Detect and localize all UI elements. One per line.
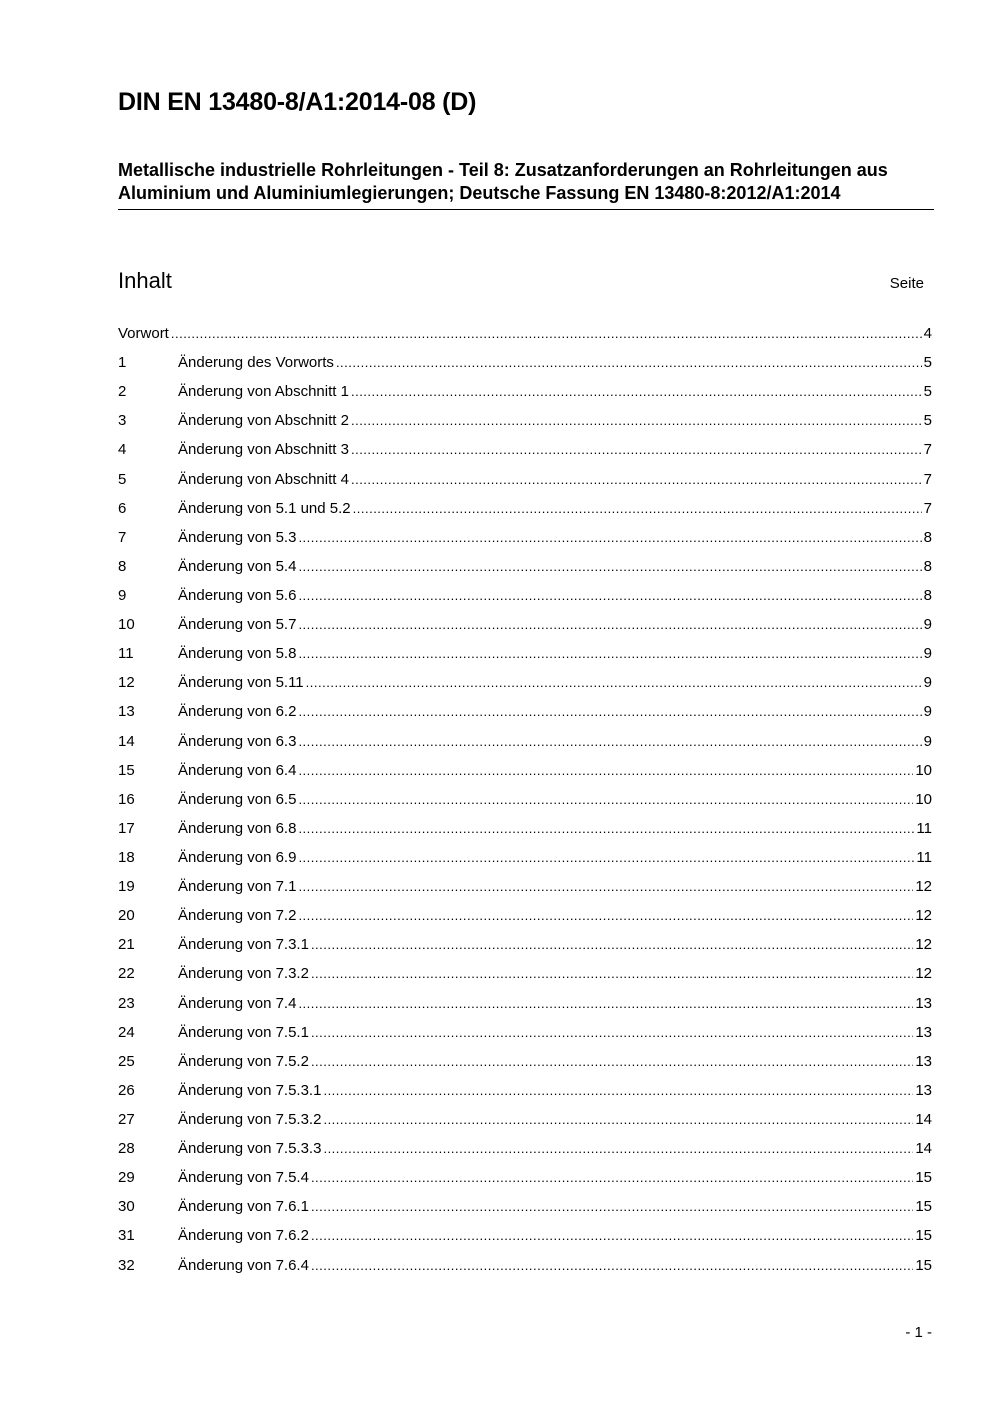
toc-entry-page: 13 bbox=[915, 1023, 932, 1041]
toc-dot-leader bbox=[298, 759, 913, 783]
toc-entry-page: 4 bbox=[923, 325, 932, 342]
toc-dot-leader bbox=[311, 1166, 913, 1190]
document-subtitle: Metallische industrielle Rohrleitungen - Teil 8: Zusatzanforderungen an Rohrleitungen aus Aluminium und Aluminiumlegierungen; Deutsche Fassung EN 13480-8:2012/A1:2014 bbox=[118, 159, 934, 210]
toc-entry-page: 9 bbox=[923, 703, 932, 721]
toc-entry-number: 4 bbox=[118, 441, 127, 459]
toc-dot-leader bbox=[311, 1195, 913, 1219]
toc-dot-leader bbox=[298, 875, 913, 899]
toc-entry-page: 15 bbox=[915, 1256, 932, 1274]
toc-dot-leader bbox=[298, 992, 913, 1016]
toc-dot-leader bbox=[298, 730, 921, 754]
toc-entry-page: 7 bbox=[923, 441, 932, 459]
toc-dot-leader bbox=[323, 1079, 913, 1103]
toc-entry[interactable] bbox=[118, 642, 932, 671]
toc-dot-leader bbox=[306, 671, 922, 695]
toc-entry-title: Änderung von 7.6.2 bbox=[178, 1227, 309, 1245]
toc-entry-page: 9 bbox=[923, 674, 932, 692]
toc-dot-leader bbox=[298, 526, 921, 550]
toc-entry-title: Änderung von 7.6.4 bbox=[178, 1256, 309, 1274]
toc-dot-leader bbox=[298, 555, 921, 579]
toc-entry[interactable] bbox=[118, 1079, 932, 1108]
toc-entry-title: Änderung von 7.2 bbox=[178, 907, 297, 925]
toc-entry-number: 10 bbox=[118, 616, 135, 634]
toc-entry-page: 13 bbox=[915, 994, 932, 1012]
toc-entry[interactable] bbox=[118, 1254, 932, 1283]
toc-entry-title: Änderung von Abschnitt 3 bbox=[178, 441, 349, 459]
toc-entry[interactable] bbox=[118, 409, 932, 438]
toc-entry-title: Änderung von 7.1 bbox=[178, 878, 297, 896]
page-column-label: Seite bbox=[889, 275, 924, 292]
toc-entry-number: 29 bbox=[118, 1169, 135, 1187]
toc-entry[interactable] bbox=[118, 351, 932, 380]
toc-entry-page: 8 bbox=[923, 586, 932, 604]
toc-entry-number: 12 bbox=[118, 674, 135, 692]
toc-entry-page: 13 bbox=[915, 1052, 932, 1070]
toc-entry-page: 15 bbox=[915, 1198, 932, 1216]
toc-entry-number: 9 bbox=[118, 586, 127, 604]
toc-dot-leader bbox=[351, 468, 922, 492]
toc-entry-page: 8 bbox=[923, 557, 932, 575]
toc-entry-page: 7 bbox=[923, 499, 932, 517]
toc-entry[interactable] bbox=[118, 759, 932, 788]
toc-dot-leader bbox=[351, 409, 922, 433]
toc-entry-title: Änderung von 6.5 bbox=[178, 790, 297, 808]
toc-entry[interactable] bbox=[118, 1195, 932, 1224]
toc-dot-leader bbox=[336, 351, 922, 375]
document-id: DIN EN 13480-8/A1:2014-08 (D) bbox=[118, 88, 477, 116]
toc-dot-leader bbox=[298, 904, 913, 928]
toc-entry-page: 10 bbox=[915, 790, 932, 808]
toc-dot-leader bbox=[298, 846, 914, 870]
toc-entry-title: Änderung von 6.3 bbox=[178, 732, 297, 750]
toc-entry-number: 15 bbox=[118, 761, 135, 779]
toc-dot-leader bbox=[323, 1108, 913, 1132]
toc-entry-page: 12 bbox=[915, 878, 932, 896]
toc-entry-title: Änderung von 5.11 bbox=[178, 674, 304, 692]
toc-entry[interactable] bbox=[118, 817, 932, 846]
toc-dot-leader bbox=[323, 1137, 913, 1161]
toc-entry-number: 19 bbox=[118, 878, 135, 896]
toc-entry-number: 25 bbox=[118, 1052, 135, 1070]
toc-entry-number: 27 bbox=[118, 1110, 135, 1128]
toc-entry-number: 18 bbox=[118, 848, 135, 866]
toc-entry-number: 28 bbox=[118, 1140, 135, 1158]
toc-entry-page: 14 bbox=[915, 1110, 932, 1128]
toc-entry-title: Änderung von 7.5.3.3 bbox=[178, 1140, 322, 1158]
toc-entry-number: 26 bbox=[118, 1081, 135, 1099]
toc-entry-number: 31 bbox=[118, 1227, 135, 1245]
toc-entry-title: Änderung von 5.3 bbox=[178, 528, 297, 546]
toc-dot-leader bbox=[298, 613, 921, 637]
toc-entry[interactable] bbox=[118, 700, 932, 729]
toc-entry-title: Änderung von 7.5.2 bbox=[178, 1052, 309, 1070]
toc-entry-number: 14 bbox=[118, 732, 135, 750]
toc-entry[interactable] bbox=[118, 1021, 932, 1050]
toc-entry-title: Änderung von 7.3.2 bbox=[178, 965, 309, 983]
toc-entry-number: 22 bbox=[118, 965, 135, 983]
toc-entry-page: 5 bbox=[923, 354, 932, 372]
page-number: - 1 - bbox=[905, 1324, 932, 1341]
toc-dot-leader bbox=[353, 497, 922, 521]
toc-entry[interactable] bbox=[118, 555, 932, 584]
table-of-contents bbox=[118, 322, 932, 1283]
toc-dot-leader bbox=[298, 642, 921, 666]
toc-entry-title: Änderung von 7.6.1 bbox=[178, 1198, 309, 1216]
toc-entry-title: Änderung von 6.8 bbox=[178, 819, 297, 837]
toc-entry[interactable] bbox=[118, 468, 932, 497]
toc-entry[interactable] bbox=[118, 584, 932, 613]
toc-entry-title: Änderung von 5.7 bbox=[178, 616, 297, 634]
toc-entry-title: Änderung von 5.4 bbox=[178, 557, 297, 575]
toc-entry-number: 8 bbox=[118, 557, 127, 575]
toc-entry[interactable] bbox=[118, 933, 932, 962]
toc-entry-title: Änderung von 6.9 bbox=[178, 848, 297, 866]
toc-entry[interactable] bbox=[118, 671, 932, 700]
toc-entry-number: 17 bbox=[118, 819, 135, 837]
toc-entry-title: Änderung von 7.5.3.2 bbox=[178, 1110, 322, 1128]
toc-entry-title: Vorwort bbox=[118, 325, 169, 342]
toc-entry-page: 11 bbox=[916, 819, 932, 837]
toc-entry-page: 8 bbox=[923, 528, 932, 546]
toc-entry[interactable] bbox=[118, 730, 932, 759]
toc-entry-title: Änderung von 6.4 bbox=[178, 761, 297, 779]
toc-entry[interactable] bbox=[118, 497, 932, 526]
toc-entry[interactable] bbox=[118, 322, 932, 351]
toc-heading: Inhalt bbox=[118, 268, 172, 293]
toc-entry-page: 13 bbox=[915, 1081, 932, 1099]
toc-entry-page: 7 bbox=[923, 470, 932, 488]
toc-entry[interactable] bbox=[118, 380, 932, 409]
toc-entry-number: 23 bbox=[118, 994, 135, 1012]
toc-entry-title: Änderung von 7.3.1 bbox=[178, 936, 309, 954]
toc-entry[interactable] bbox=[118, 1166, 932, 1195]
toc-dot-leader bbox=[311, 1021, 913, 1045]
toc-dot-leader bbox=[351, 438, 922, 462]
toc-entry-number: 1 bbox=[118, 354, 127, 372]
toc-entry-number: 2 bbox=[118, 383, 127, 401]
toc-dot-leader bbox=[171, 322, 922, 346]
toc-dot-leader bbox=[311, 933, 913, 957]
toc-entry-number: 30 bbox=[118, 1198, 135, 1216]
toc-entry-number: 5 bbox=[118, 470, 127, 488]
toc-dot-leader bbox=[311, 1050, 913, 1074]
toc-dot-leader bbox=[298, 788, 913, 812]
toc-entry-page: 9 bbox=[923, 645, 932, 663]
toc-dot-leader bbox=[298, 700, 921, 724]
toc-entry-number: 16 bbox=[118, 790, 135, 808]
toc-entry-page: 11 bbox=[916, 848, 932, 866]
toc-entry-title: Änderung von 5.6 bbox=[178, 586, 297, 604]
toc-entry-page: 14 bbox=[915, 1140, 932, 1158]
toc-entry[interactable] bbox=[118, 992, 932, 1021]
toc-dot-leader bbox=[311, 1254, 913, 1278]
toc-dot-leader bbox=[298, 584, 921, 608]
toc-entry-number: 7 bbox=[118, 528, 127, 546]
toc-entry-number: 24 bbox=[118, 1023, 135, 1041]
toc-dot-leader bbox=[311, 962, 913, 986]
toc-entry-page: 15 bbox=[915, 1169, 932, 1187]
toc-entry[interactable] bbox=[118, 526, 932, 555]
toc-entry[interactable] bbox=[118, 846, 932, 875]
toc-entry[interactable] bbox=[118, 1050, 932, 1079]
toc-entry[interactable] bbox=[118, 1108, 932, 1137]
toc-entry-number: 21 bbox=[118, 936, 135, 954]
toc-entry-page: 10 bbox=[915, 761, 932, 779]
toc-entry-number: 6 bbox=[118, 499, 127, 517]
toc-entry[interactable] bbox=[118, 1137, 932, 1166]
toc-dot-leader bbox=[311, 1224, 913, 1248]
toc-entry-number: 3 bbox=[118, 412, 127, 430]
toc-entry-number: 13 bbox=[118, 703, 135, 721]
toc-entry[interactable] bbox=[118, 1224, 932, 1253]
toc-dot-leader bbox=[351, 380, 922, 404]
toc-dot-leader bbox=[298, 817, 914, 841]
toc-entry-title: Änderung von 5.8 bbox=[178, 645, 297, 663]
toc-entry-title: Änderung von 7.4 bbox=[178, 994, 297, 1012]
toc-entry-page: 12 bbox=[915, 936, 932, 954]
toc-entry-title: Änderung des Vorworts bbox=[178, 354, 334, 372]
toc-entry[interactable] bbox=[118, 438, 932, 467]
toc-entry-page: 5 bbox=[923, 383, 932, 401]
toc-entry-page: 12 bbox=[915, 907, 932, 925]
toc-entry-number: 32 bbox=[118, 1256, 135, 1274]
toc-entry-title: Änderung von 7.5.3.1 bbox=[178, 1081, 322, 1099]
toc-entry-title: Änderung von Abschnitt 4 bbox=[178, 470, 349, 488]
toc-entry[interactable] bbox=[118, 904, 932, 933]
toc-entry[interactable] bbox=[118, 788, 932, 817]
toc-entry[interactable] bbox=[118, 613, 932, 642]
toc-entry-title: Änderung von 6.2 bbox=[178, 703, 297, 721]
toc-entry[interactable] bbox=[118, 875, 932, 904]
toc-entry-title: Änderung von 5.1 und 5.2 bbox=[178, 499, 351, 517]
toc-entry-page: 15 bbox=[915, 1227, 932, 1245]
toc-entry-page: 5 bbox=[923, 412, 932, 430]
toc-entry-page: 9 bbox=[923, 616, 932, 634]
toc-entry-page: 12 bbox=[915, 965, 932, 983]
toc-entry-title: Änderung von 7.5.4 bbox=[178, 1169, 309, 1187]
toc-entry-title: Änderung von Abschnitt 2 bbox=[178, 412, 349, 430]
toc-entry-title: Änderung von 7.5.1 bbox=[178, 1023, 309, 1041]
toc-entry-page: 9 bbox=[923, 732, 932, 750]
toc-entry[interactable] bbox=[118, 962, 932, 991]
toc-entry-title: Änderung von Abschnitt 1 bbox=[178, 383, 349, 401]
toc-entry-number: 20 bbox=[118, 907, 135, 925]
toc-entry-number: 11 bbox=[118, 645, 134, 663]
